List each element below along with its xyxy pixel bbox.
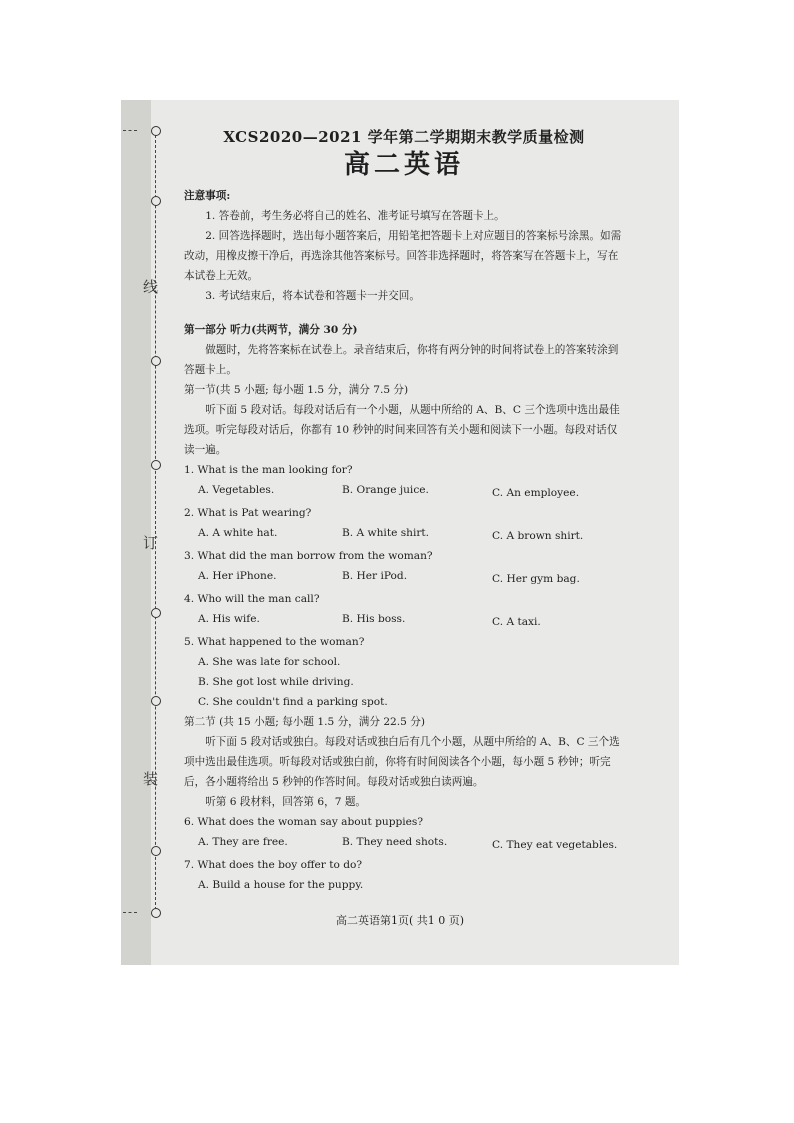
question-5: 5. What happened to the woman? [184,636,365,648]
option-a: A. A white hat. [198,527,278,539]
section1-heading: 第一节(共 5 小题; 每小题 1.5 分，满分 7.5 分) [184,384,409,396]
option-a: A. Vegetables. [198,484,275,496]
option-a: A. Her iPhone. [198,570,277,582]
options-1 [184,480,624,503]
options-2 [184,523,624,546]
option-c: C. An employee. [492,487,580,499]
option-b: B. She got lost while driving. [198,676,354,688]
option-c: C. A taxi. [492,616,541,628]
part1-heading: 第一部分 听力(共两节，满分 30 分) [184,324,358,336]
part1-intro: 做题时，先将答案标在试卷上。录音结束后，你将有两分钟的时间将试卷上的答案转涂到答题卡上。 [184,344,619,376]
binding-hole-icon [151,196,161,206]
binding-hole-icon [151,846,161,856]
question-4: 4. Who will the man call? [184,593,320,605]
binding-hole-icon [151,356,161,366]
section2-intro: 听下面 5 段对话或独白。每段对话或独白后有几个小题，从题中所给的 A、B、C 三个选项中选出最佳选项。听每段对话或独白前，你将有时间阅读各个小题，每小题 5 秒钟；听完后，各小题将给出 5 秒钟的作答时间。每段对话或独白读两遍。 [184,736,620,788]
option-b: B. A white shirt. [342,527,430,539]
option-a: A. His wife. [198,613,260,625]
option-c: C. She couldn't find a parking spot. [198,696,388,708]
binding-label: 订 [143,534,159,552]
option-c: C. A brown shirt. [492,530,584,542]
binding-hole-icon [151,126,161,136]
exam-sheet [121,100,679,965]
question-7: 7. What does the boy offer to do? [184,859,363,871]
binding-label: 线 [143,278,159,296]
note-item: 2. 回答选择题时，选出每小题答案后，用铅笔把答题卡上对应题目的答案标号涂黑。如需改动，用橡皮擦干净后，再选涂其他答案标号。回答非选择题时，将答案写在答题卡上，写在本试卷上无效。 [184,230,622,282]
exam-subject: 高二英语 [343,150,464,180]
note-item: 3. 考试结束后，将本试卷和答题卡一并交回。 [205,290,420,302]
option-a: A. They are free. [198,836,288,848]
option-c: C. Her gym bag. [492,573,580,585]
section1-intro: 听下面 5 段对话。每段对话后有一个小题，从题中所给的 A、B、C 三个选项中选出最佳选项。听完每段对话后，你都有 10 秒钟的时间来回答有关小题和阅读下一小题。每段对话仅读一遍。 [184,404,620,456]
binding-label: 装 [143,770,159,788]
binding-hole-icon [151,460,161,470]
binding-hole-icon [151,696,161,706]
exam-content [184,128,624,895]
question-3: 3. What did the man borrow from the woman? [184,550,433,562]
option-b: B. Her iPod. [342,570,408,582]
cut-line [155,130,156,915]
option-b: B. Orange juice. [342,484,429,496]
options-4 [184,609,624,632]
question-2: 2. What is Pat wearing? [184,507,312,519]
binding-tick [123,130,137,131]
options-6 [184,832,624,855]
binding-hole-icon [151,608,161,618]
question-1: 1. What is the man looking for? [184,464,353,476]
options-3 [184,566,624,589]
option-b: B. His boss. [342,613,406,625]
page-footer: 高二英语第1页( 共1 0 页) [335,914,465,927]
question-6: 6. What does the woman say about puppies? [184,816,424,828]
option-b: B. They need shots. [342,836,448,848]
option-a: A. Build a house for the puppy. [198,879,364,891]
option-a: A. She was late for school. [198,656,341,668]
notes-heading: 注意事项: [184,190,231,202]
exam-title: XCS2020—2021 学年第二学期期末教学质量检测 [223,128,585,146]
option-c: C. They eat vegetables. [492,839,618,851]
section2-material: 听第 6 段材料，回答第 6，7 题。 [205,796,367,808]
note-item: 1. 答卷前，考生务必将自己的姓名、准考证号填写在答题卡上。 [205,210,505,222]
section2-heading: 第二节 (共 15 小题; 每小题 1.5 分，满分 22.5 分) [184,716,426,728]
